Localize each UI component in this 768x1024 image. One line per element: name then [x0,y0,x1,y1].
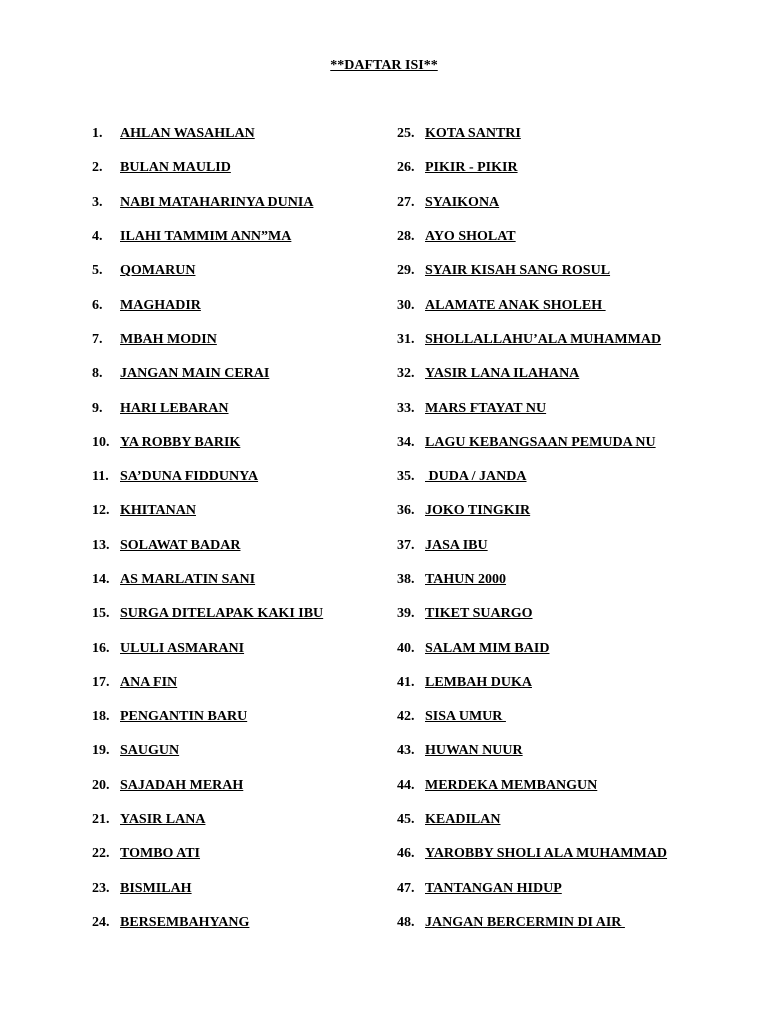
toc-entry [397,254,737,288]
toc-entry [92,769,382,803]
toc-entry-title: SAUGUN [120,743,180,759]
toc-left-column [92,117,382,940]
toc-entry-title: SISA UMUR [425,709,506,725]
toc-entry-title: TIKET SUARGO [425,606,533,622]
toc-entry [397,323,737,357]
toc-entry-title: DUDA / JANDA [425,469,527,485]
toc-entry [92,254,382,288]
toc-entry-title: SAJADAH MERAH [120,777,244,793]
toc-entry-number: 6. [92,297,103,313]
toc-entry-title: KOTA SANTRI [425,126,521,142]
toc-entry-title: HUWAN NUUR [425,743,523,759]
toc-entry [397,391,737,425]
toc-entry-title: SYAIR KISAH SANG ROSUL [425,263,611,279]
toc-entry [92,220,382,254]
toc-entry-number: 29. [397,263,415,279]
toc-entry-title: YASIR LANA [120,812,206,828]
toc-entry-title: SHOLLALLAHU’ALA MUHAMMAD [425,331,662,347]
toc-entry-number: 19. [92,743,110,759]
toc-entry [397,700,737,734]
toc-entry-title: BERSEMBAHYANG [120,914,250,930]
toc-entry [92,288,382,322]
toc-entry [397,357,737,391]
toc-entry [92,631,382,665]
toc-entry-title: AS MARLATIN SANI [120,572,256,587]
toc-entry [397,906,737,940]
toc-entry [397,666,737,700]
toc-entry-number: 37. [397,537,415,553]
toc-entry-number: 14. [92,572,110,587]
toc-entry [397,288,737,322]
toc-entry-number: 42. [397,709,415,725]
toc-entry-title: JANGAN BERCERMIN DI AIR [425,914,625,930]
toc-entry-number: 36. [397,503,415,519]
toc-entry [397,597,737,631]
toc-entry-title: ANA FIN [120,674,178,690]
toc-entry [92,597,382,631]
toc-entry-title: SALAM MIM BAID [425,640,550,656]
toc-entry-title: PIKIR - PIKIR [425,160,518,176]
page-title: **DAFTAR ISI** [330,58,438,73]
toc-entry [397,460,737,494]
toc-right-column [397,117,737,940]
toc-entry [92,186,382,220]
toc-entry-title: ILAHI TAMMIM ANN”MA [120,229,292,245]
toc-entry-title: SYAIKONA [425,194,500,210]
toc-entry-number: 38. [397,572,415,587]
toc-entry [397,631,737,665]
toc-entry-title: JASA IBU [425,537,488,553]
toc-entry-title: YAROBBY SHOLI ALA MUHAMMAD [425,846,668,862]
toc-entry-number: 47. [397,880,415,896]
toc-entry-number: 32. [397,366,415,382]
toc-entry [92,529,382,563]
toc-entry-title: YASIR LANA ILAHANA [425,366,580,382]
toc-entry-number: 4. [92,229,103,245]
toc-entry-title: KEADILAN [425,812,501,828]
toc-entry-title: SA’DUNA FIDDUNYA [120,469,259,485]
toc-entry [92,872,382,906]
toc-entry-number: 8. [92,366,103,382]
toc-entry [92,494,382,528]
toc-entry [92,563,382,597]
toc-entry [397,769,737,803]
toc-entry-number: 40. [397,640,415,656]
toc-entry-number: 17. [92,674,110,690]
toc-entry-title: JOKO TINGKIR [425,503,531,519]
toc-entry-number: 31. [397,331,415,347]
toc-entry-title: NABI MATAHARINYA DUNIA [120,194,314,210]
toc-entry [92,117,382,151]
toc-entry-number: 24. [92,914,110,930]
toc-entry-number: 12. [92,503,110,519]
toc-entry-title: ULULI ASMARANI [120,640,245,656]
toc-entry [397,803,737,837]
toc-entry-number: 27. [397,194,415,210]
toc-entry-title: YA ROBBY BARIK [120,434,241,450]
toc-entry-number: 23. [92,880,110,896]
toc-entry-number: 46. [397,846,415,862]
toc-entry-number: 22. [92,846,110,862]
toc-entry-title: MARS FTAYAT NU [425,400,547,416]
toc-entry-number: 9. [92,400,103,416]
toc-entry [92,151,382,185]
toc-entry-title: PENGANTIN BARU [120,709,248,725]
toc-entry-number: 26. [397,160,415,176]
toc-entry [92,391,382,425]
toc-entry-title: QOMARUN [120,263,196,279]
toc-entry-number: 2. [92,160,103,176]
toc-entry-title: TAHUN 2000 [425,572,507,587]
toc-entry [397,872,737,906]
toc-entry [397,220,737,254]
toc-entry [92,426,382,460]
toc-entry-number: 3. [92,194,103,210]
toc-entry-title: LAGU KEBANGSAAN PEMUDA NU [425,434,656,450]
toc-entry-number: 13. [92,537,110,553]
toc-entry-title: MAGHADIR [120,297,201,313]
toc-entry-number: 39. [397,606,415,622]
toc-entry-number: 48. [397,914,415,930]
toc-entry-title: TANTANGAN HIDUP [425,880,562,896]
toc-entry-number: 21. [92,812,110,828]
toc-entry-number: 45. [397,812,415,828]
toc-entry-title: KHITANAN [120,503,196,519]
toc-entry-title: HARI LEBARAN [120,400,229,416]
toc-entry-number: 30. [397,297,415,313]
toc-entry-number: 25. [397,126,415,142]
toc-entry-title: MBAH MODIN [120,331,217,347]
toc-entry [92,700,382,734]
toc-entry-number: 34. [397,434,415,450]
toc-entry-number: 33. [397,400,415,416]
toc-entry-title: LEMBAH DUKA [425,674,532,690]
toc-entry-number: 41. [397,674,415,690]
toc-entry-title: SURGA DITELAPAK KAKI IBU [120,606,324,622]
toc-entry-number: 11. [92,469,109,485]
toc-entry [92,734,382,768]
toc-entry [397,151,737,185]
toc-entry-title: TOMBO ATI [120,846,201,862]
toc-entry-number: 16. [92,640,110,656]
toc-entry [92,906,382,940]
toc-entry-number: 35. [397,469,415,485]
toc-entry [92,803,382,837]
toc-entry-title: SOLAWAT BADAR [120,537,241,553]
toc-entry [397,563,737,597]
toc-entry-title: BULAN MAULID [120,160,231,176]
toc-entry-title: BISMILAH [120,880,192,896]
toc-entry [397,529,737,563]
toc-entry-number: 44. [397,777,415,793]
toc-entry-number: 7. [92,331,103,347]
toc-entry [92,666,382,700]
toc-entry-title: ALAMATE ANAK SHOLEH [425,297,606,313]
toc-entry-title: MERDEKA MEMBANGUN [425,777,598,793]
toc-entry [397,837,737,871]
toc-entry-title: AYO SHOLAT [425,229,516,245]
toc-entry-title: AHLAN WASAHLAN [120,126,255,142]
toc-entry [92,460,382,494]
toc-entry [397,117,737,151]
toc-entry-number: 43. [397,743,415,759]
toc-entry-number: 10. [92,434,110,450]
toc-entry-number: 28. [397,229,415,245]
toc-entry-number: 15. [92,606,110,622]
toc-entry-number: 20. [92,777,110,793]
toc-entry-number: 18. [92,709,110,725]
toc-entry [397,186,737,220]
toc-entry [92,357,382,391]
toc-entry [92,323,382,357]
toc-entry-title: JANGAN MAIN CERAI [120,366,270,382]
toc-entry-number: 5. [92,263,103,279]
toc-entry [397,494,737,528]
toc-entry [397,734,737,768]
toc-entry-number: 1. [92,126,103,142]
toc-entry [92,837,382,871]
toc-entry [397,426,737,460]
